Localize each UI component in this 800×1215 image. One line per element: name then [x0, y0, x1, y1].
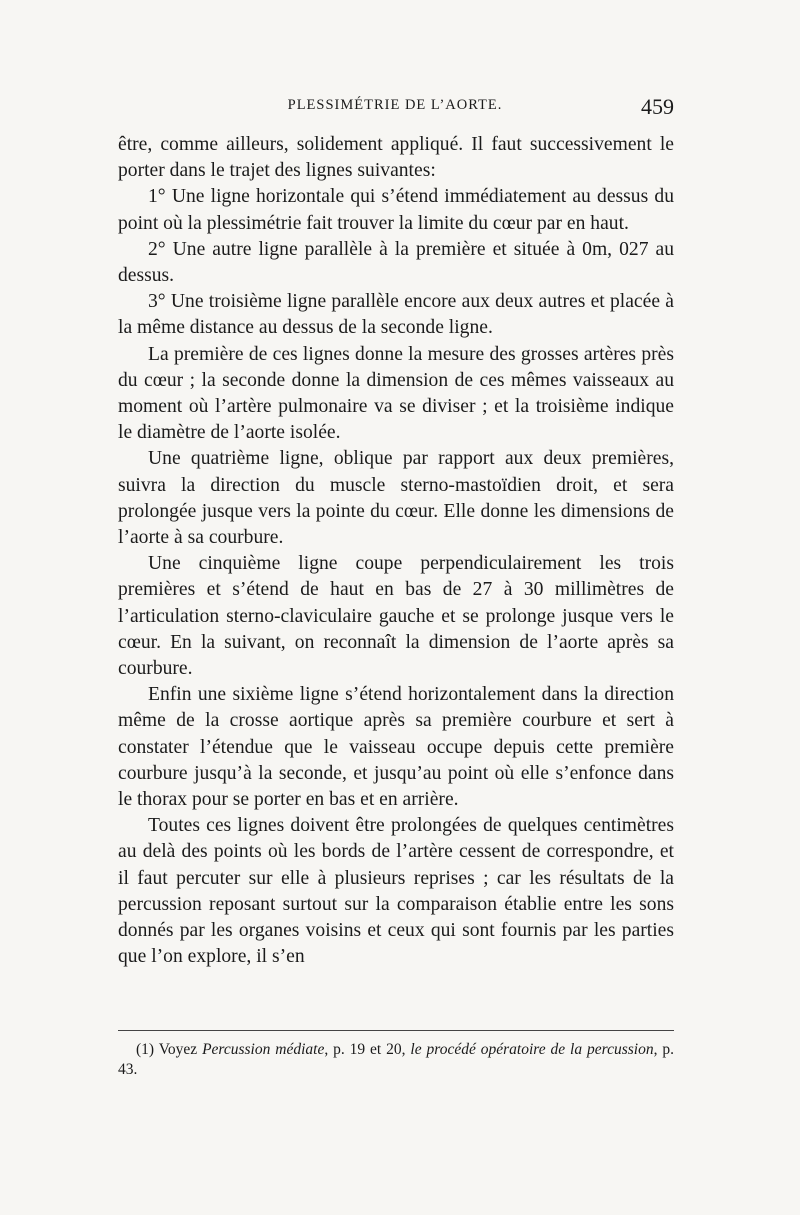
footnote-pages: , p. 19 et 20,	[324, 1041, 411, 1058]
paragraph: être, comme ailleurs, solidement appliqué. Il faut successivement le porter dans le trajet des lignes suivantes:	[118, 134, 674, 182]
footnote	[118, 1040, 674, 1080]
paragraph: 3° Une troisième ligne parallèle encore aux deux autres et placée à la même distance au dessus de la seconde ligne.	[118, 291, 674, 339]
footnote-rule	[118, 1030, 674, 1031]
paragraph: Toutes ces lignes doivent être prolongées de quelques centimètres au delà des points où les bords de l’artère cessent de correspondre, et il faut percuter sur elle à plusieurs reprises ; car les résultats de la percussion reposant surtout sur la comparaison établie entre les sons donnés par les organes voisins et ceux qui sont fournis par les parties que l’on explore, il s’en	[118, 815, 674, 968]
paragraph: Une quatrième ligne, oblique par rapport aux deux premières, suivra la direction du muscle sterno-mastoïdien droit, et sera prolongée jusque vers la pointe du cœur. Elle donne les dimensions de l’aorte à sa courbure.	[118, 448, 674, 549]
paragraph: 1° Une ligne horizontale qui s’étend immédiatement au dessus du point où la plessimétrie fait trouver la limite du cœur par en haut.	[118, 186, 674, 234]
footnote-ref-section: le procédé opératoire de la percussion	[410, 1041, 654, 1058]
paragraph: Une cinquième ligne coupe perpendiculairement les trois premières et s’étend de haut en bas de 27 à 30 millimètres de l’articulation sterno-claviculaire gauche et se prolonge jusque vers le cœur. En la suivant, on reconnaît la dimension de l’aorte après sa courbure.	[118, 553, 674, 680]
paragraph: Enfin une sixième ligne s’étend horizontalement dans la direction même de la crosse aortique après sa première courbure et sert à constater l’étendue que le vaisseau occupe depuis cette première courbure jusqu’à la seconde, et jusqu’au point où elle s’enfonce dans le thorax pour se porter en bas et en arrière.	[118, 684, 674, 811]
page-number: 459	[641, 94, 674, 119]
paragraph: La première de ces lignes donne la mesure des grosses artères près du cœur ; la seconde donne la dimension de ces mêmes vaisseaux au moment où l’artère pulmonaire va se diviser ; et la troisième indique le diamètre de l’aorte isolée.	[118, 343, 674, 444]
running-head	[116, 94, 674, 125]
body-text	[118, 132, 674, 971]
footnote-marker: (1) Voyez	[136, 1041, 203, 1058]
footnote-tail: , p. 43.	[118, 1041, 675, 1078]
paragraph: 2° Une autre ligne parallèle à la première et située à 0m, 027 au dessus.	[118, 238, 674, 287]
running-title: PLESSIMÉTRIE DE L’AORTE.	[287, 97, 503, 113]
footnote-ref-title: Percussion médiate	[202, 1041, 325, 1058]
